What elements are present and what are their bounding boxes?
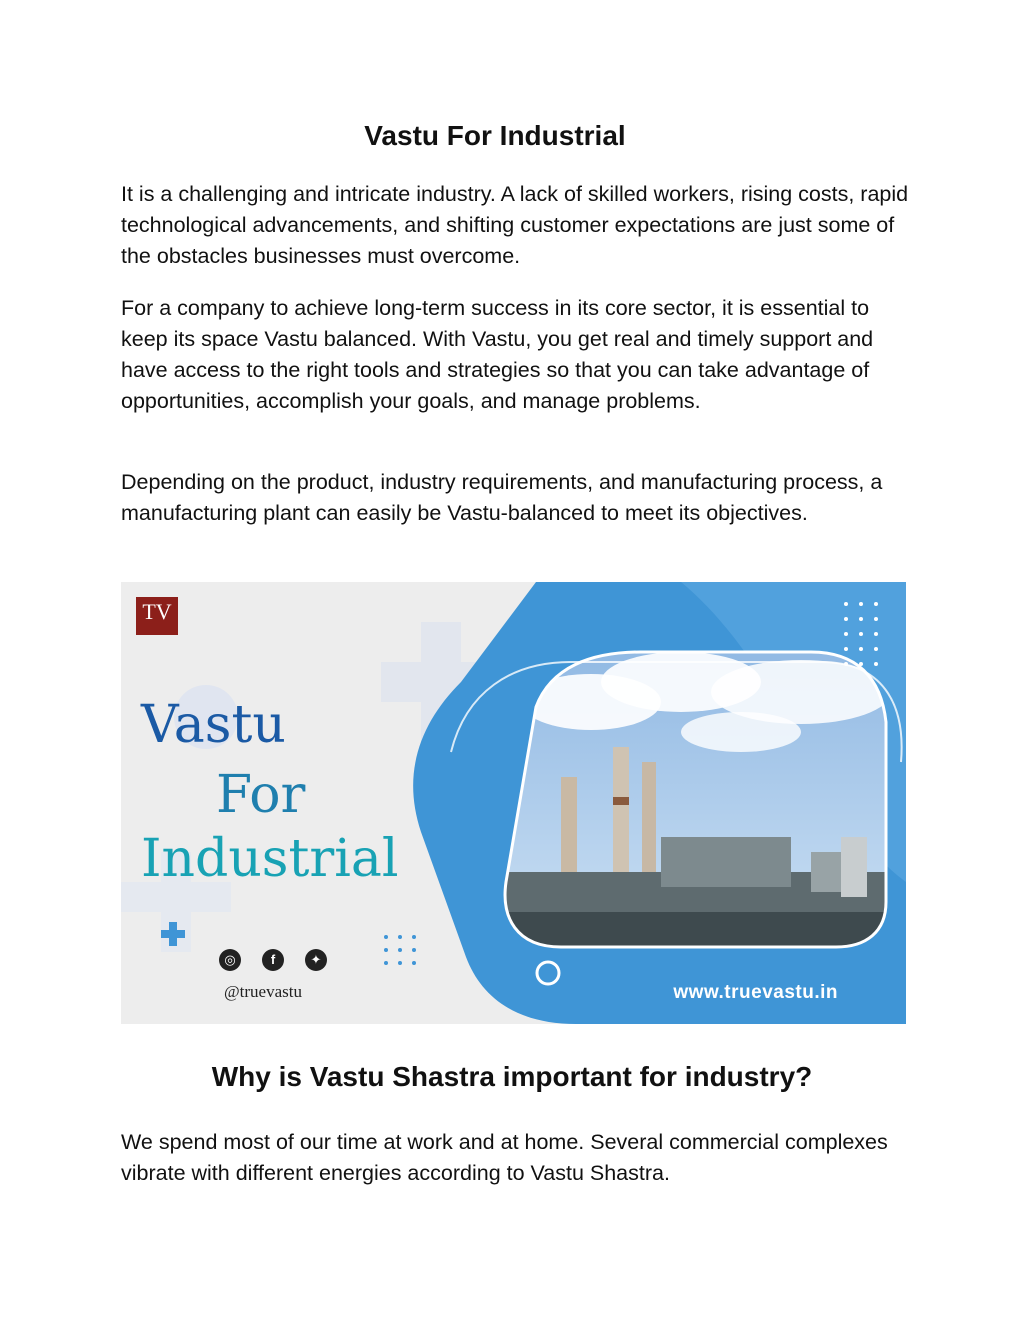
banner-line-vastu: Vastu: [141, 695, 286, 755]
instagram-icon: ◎: [219, 949, 241, 971]
banner-line-for: For: [216, 765, 306, 825]
brand-logo: TV: [136, 597, 178, 635]
facebook-icon: f: [262, 949, 284, 971]
intro-paragraph: It is a challenging and intricate industry. A lack of skilled workers, rising costs, rapid technological advancements, and shifting customer expectations are just some of the obstacles businesses must overcome.: [121, 182, 909, 268]
section-heading: Why is Vastu Shastra important for industry?: [211, 1061, 813, 1092]
website-url: www.truevastu.in: [673, 982, 838, 1003]
page-title: Vastu For Industrial: [364, 120, 626, 151]
twitter-icon: ✦: [305, 949, 327, 971]
banner-line-industrial: Industrial: [141, 829, 399, 889]
dot-grid-bottom: [384, 935, 416, 965]
vastu-industrial-banner: [121, 582, 906, 1024]
manufacturing-paragraph: Depending on the product, industry requirements, and manufacturing process, a manufacturing plant can easily be Vastu-balanced to meet its objectives.: [121, 470, 883, 525]
social-handle: @truevastu: [224, 982, 302, 1001]
importance-paragraph: We spend most of our time at work and at home. Several commercial complexes vibrate with different energies according to Vastu Shastra.: [121, 1130, 888, 1185]
success-paragraph: For a company to achieve long-term success in its core sector, it is essential to keep its space Vastu balanced. With Vastu, you get real and timely support and have access to the right tools and strategies so that you can take advantage of opportunities, accomplish your goals, and manage problems.: [121, 296, 874, 413]
